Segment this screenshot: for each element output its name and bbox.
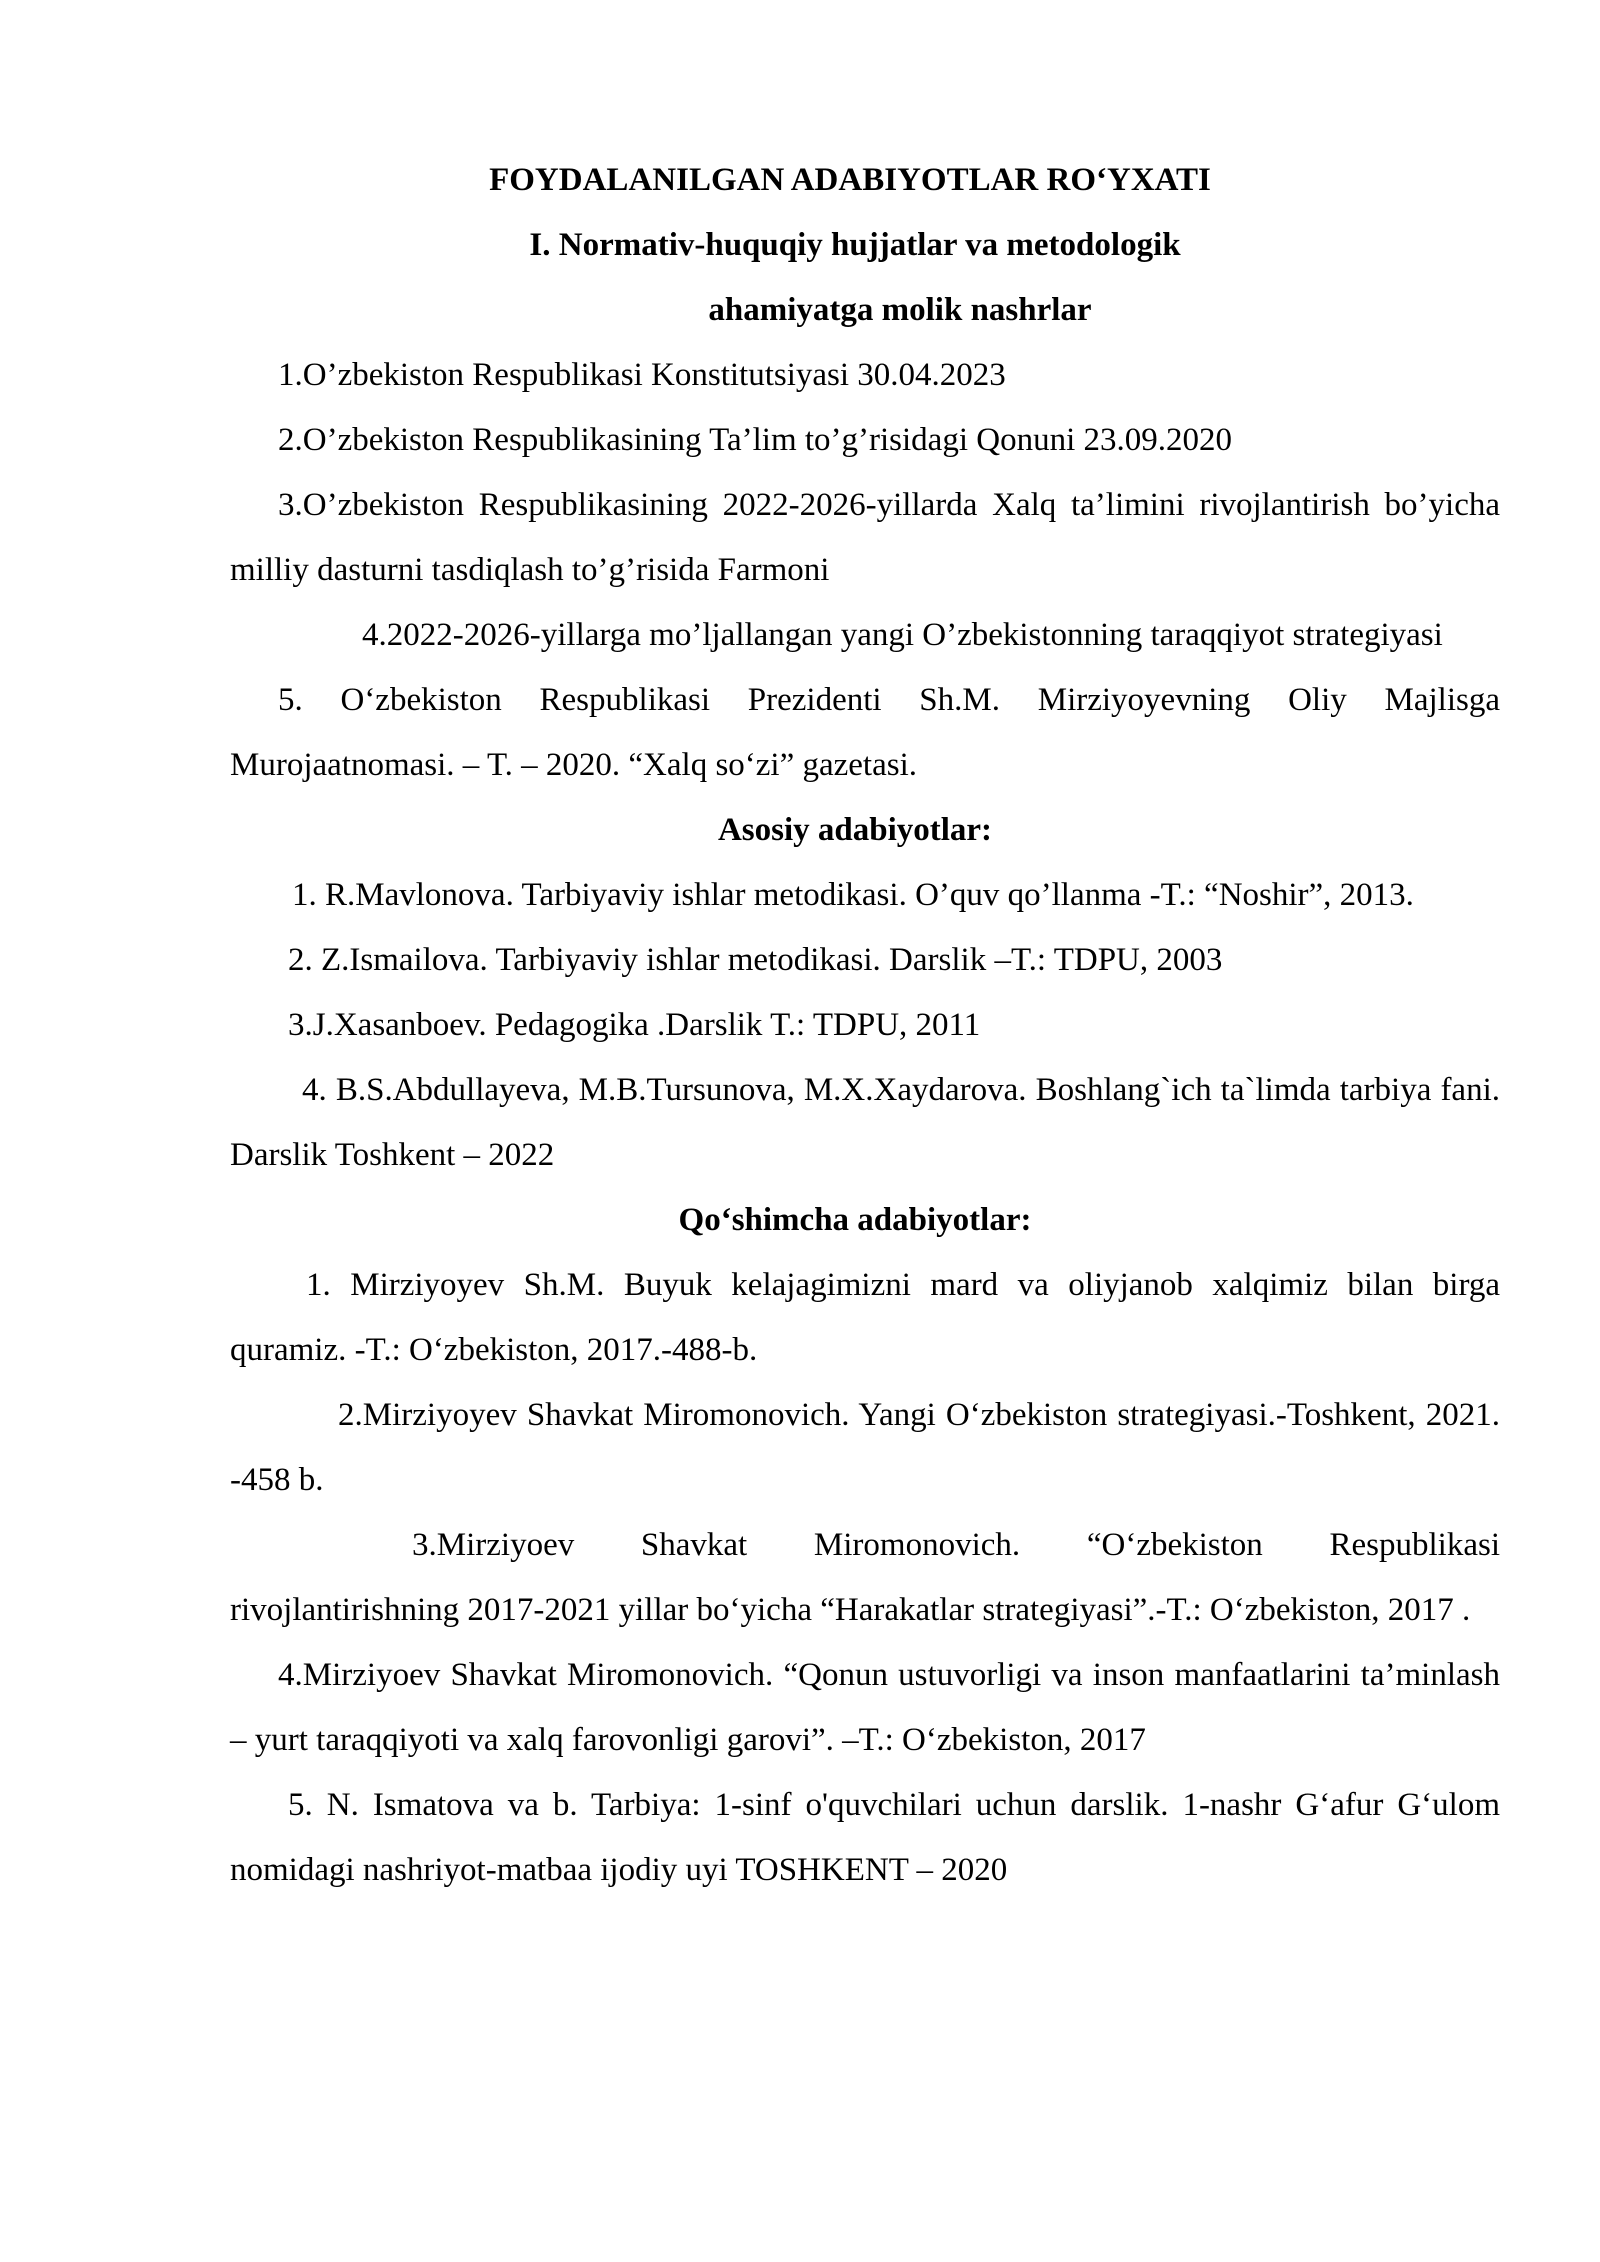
list-item: 5. O‘zbekiston Respublikasi Prezidenti Sh.M. Mirziyoyevning Oliy Majlisga Murojaatnomasi. – T. – 2020. “Xalq so‘zi” gazetasi.: [230, 682, 1500, 783]
list-item: 4. B.S.Abdullayeva, M.B.Tursunova, M.X.Xaydarova. Boshlang`ich ta`limda tarbiya fani. Darslik Toshkent – 2022: [230, 1072, 1500, 1173]
section-heading-main: Asosiy adabiyotlar:: [717, 812, 993, 848]
section-heading-extra: Qo‘shimcha adabiyotlar:: [678, 1202, 1032, 1238]
section-heading-normative: I. Normativ-huquqiy hujjatlar va metodologik: [529, 227, 1181, 263]
list-item: 1. R.Mavlonova. Tarbiyaviy ishlar metodikasi. O’quv qo’llanma -T.: “Noshir”, 2013.: [292, 877, 1414, 913]
list-item: 4.2022-2026-yillarga mo’ljallangan yangi O’zbekistonning taraqqiyot strategiyasi: [362, 617, 1443, 653]
list-item: 3.O’zbekiston Respublikasining 2022-2026-yillarda Xalq ta’limini rivojlantirish bo’yicha milliy dasturni tasdiqlash to’g’risida Farmoni: [230, 487, 1500, 588]
list-item: 2.Mirziyoyev Shavkat Miromonovich. Yangi O‘zbekiston strategiyasi.-Toshkent, 2021. -458 b.: [230, 1397, 1500, 1498]
page-title: FOYDALANILGAN ADABIYOTLAR RO‘YXATI: [489, 162, 1211, 198]
list-item: 4.Mirziyoev Shavkat Miromonovich. “Qonun ustuvorligi va inson manfaatlarini ta’minlash – yurt taraqqiyoti va xalq farovonligi garovi”. –T.: O‘zbekiston, 2017: [230, 1657, 1500, 1758]
list-item: 2.O’zbekiston Respublikasining Ta’lim to’g’risidagi Qonuni 23.09.2020: [278, 422, 1232, 458]
list-item: 5. N. Ismatova va b. Tarbiya: 1-sinf o'quvchilari uchun darslik. 1-nashr G‘afur G‘ulom nomidagi nashriyot-matbaa ijodiy uyi TOSHKENT – 2020: [230, 1787, 1500, 1888]
list-item: 3.J.Xasanboev. Pedagogika .Darslik T.: TDPU, 2011: [288, 1007, 981, 1043]
list-item: 2. Z.Ismailova. Tarbiyaviy ishlar metodikasi. Darslik –T.: TDPU, 2003: [288, 942, 1223, 978]
list-item: 1.O’zbekiston Respublikasi Konstitutsiyasi 30.04.2023: [278, 357, 1006, 393]
section-heading-normative-cont: ahamiyatga molik nashrlar: [708, 292, 1092, 328]
list-item: 1. Mirziyoyev Sh.M. Buyuk kelajagimizni mard va oliyjanob xalqimiz bilan birga quramiz. -T.: O‘zbekiston, 2017.-488-b.: [230, 1267, 1500, 1368]
list-item: 3.Mirziyoev Shavkat Miromonovich. “O‘zbekiston Respublikasi rivojlantirishning 2017-2021 yillar bo‘yicha “Harakatlar strategiyasi”.-T.: O‘zbekiston, 2017 .: [230, 1527, 1500, 1628]
